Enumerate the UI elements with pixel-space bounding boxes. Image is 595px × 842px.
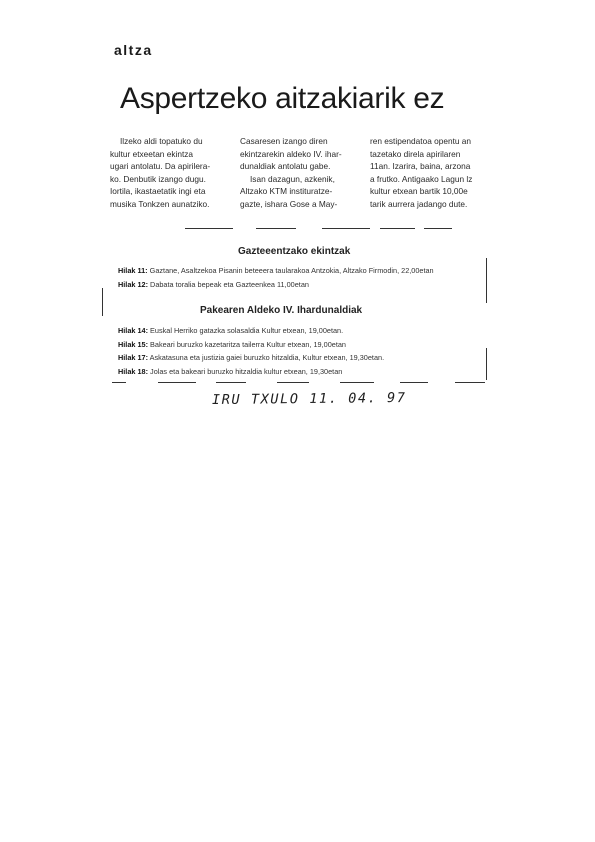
event-text: Euskal Herriko gatazka solasaldia Kultur etxean, 19,00etan. [150, 326, 344, 335]
headline: Aspertzeko aitzakiarik ez [120, 82, 445, 115]
event-date: Hilak 17: [118, 353, 149, 362]
column-line: tarik aurrera jadango dute. [370, 198, 468, 209]
event-text: Jolas eta bakeari buruzko hitzaldia kultur etxean, 19,30etan [150, 367, 343, 376]
column-line: musika Tonkzen aunatziko. [110, 198, 210, 209]
divider [424, 228, 452, 229]
divider [112, 382, 126, 383]
divider [277, 382, 309, 383]
event-date: Hilak 15: [118, 340, 149, 349]
event-text: Gaztane, Asaltzekoa Pisanin beteeera taularakoa Antzokia, Altzako Firmodin, 22,00etan [149, 266, 434, 275]
event-line [118, 280, 309, 290]
column-line: ugari antolatu. Da apirilera- [110, 161, 211, 172]
column-line: 11an. Izarira, baina, arzona [370, 161, 471, 172]
event-line [118, 353, 384, 363]
handwritten-note: IRU TXULO 11. 04. 97 [211, 389, 407, 409]
article-column-3 [370, 135, 482, 211]
box-edge-right [486, 258, 487, 303]
divider [256, 228, 296, 229]
event-text: Askatasuna eta justizia gaiei buruzko hitzaldia, Kultur etxean, 19,30etan. [149, 353, 385, 362]
section-tag: altza [114, 42, 153, 58]
divider [322, 228, 370, 229]
event-text: Dabata toralia bepeak eta Gazteenkea 11,00etan [150, 280, 309, 289]
column-line: gazte, ishara Gose a May- [240, 198, 338, 209]
event-date: Hilak 18: [118, 367, 149, 376]
events-heading-youth: Gazteeentzako ekintzak [238, 246, 351, 257]
divider [185, 228, 233, 229]
event-line [118, 367, 342, 377]
event-line [118, 340, 346, 350]
column-line: Iortila, ikastaetatik ingi eta [110, 186, 206, 197]
box-edge-left [102, 288, 103, 316]
column-line: ren estipendatoa opentu an [370, 136, 472, 146]
column-line: Ilzeko aldi topatuko du [120, 136, 203, 146]
column-line: kultur etxeetan ekintza [110, 148, 194, 159]
events-heading-peace: Pakearen Aldeko IV. Ihardunaldiak [200, 305, 363, 316]
column-line: dunaldiak antolatu gabe. [240, 161, 331, 172]
event-text: Bakeari buruzko kazetaritza tailerra Kultur etxean, 19,00etan [150, 340, 346, 349]
divider [216, 382, 246, 383]
divider [158, 382, 196, 383]
divider [340, 382, 374, 383]
column-line: kultur etxean bartik 10,00e [370, 186, 468, 197]
column-line: Casaresen izango diren [240, 136, 328, 146]
column-line: ko. Denbutik izango dugu. [110, 173, 206, 184]
article-column-1 [110, 135, 222, 211]
column-line: Isan dazagun, azkenik, [250, 173, 335, 184]
article-column-2 [240, 135, 352, 211]
box-edge-right [486, 348, 487, 380]
divider [400, 382, 428, 383]
event-date: Hilak 12: [118, 280, 149, 289]
event-line [118, 266, 434, 276]
column-line: Altzako KTM instituratze- [240, 186, 333, 197]
event-date: Hilak 14: [118, 326, 149, 335]
event-date: Hilak 11: [118, 266, 148, 275]
divider [455, 382, 485, 383]
column-line: tazetako direla apirilaren [370, 148, 461, 159]
divider [380, 228, 415, 229]
column-line: a frutko. Antigaako Lagun lz [370, 173, 473, 184]
event-line [118, 326, 343, 336]
column-line: ekintzarekin aldeko IV. ihar- [240, 148, 342, 159]
